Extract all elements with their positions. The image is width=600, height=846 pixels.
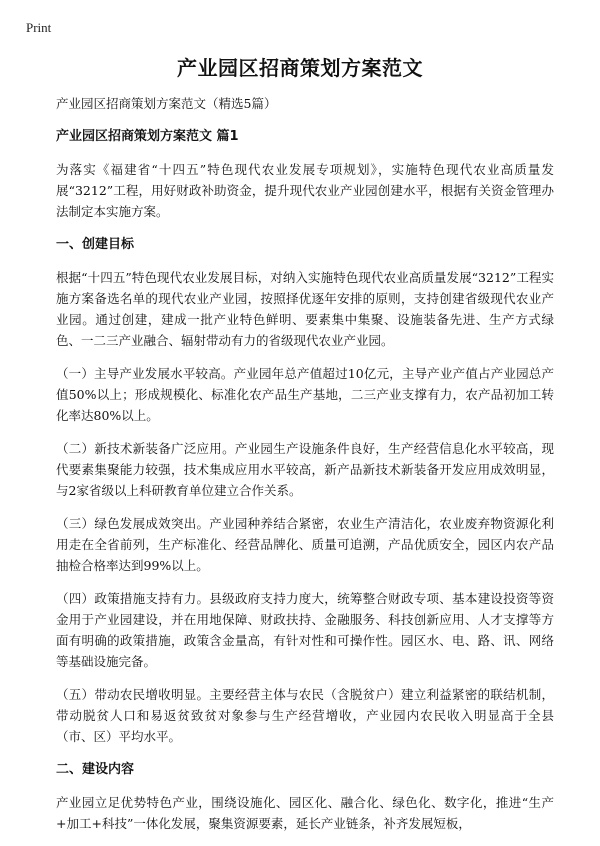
goal-item-2: （二）新技术新装备广泛应用。产业园生产设施条件良好，生产经营信息化水平较高，现代要素集聚能力较强，技术集成应用水平较高，新产品新技术新装备开发应用成效明显，与2家省级以上科研教育单位建立合作关系。 — [56, 441, 554, 498]
section-heading-goals: 一、创建目标 — [56, 237, 135, 252]
print-link[interactable]: Print — [26, 20, 52, 35]
section-heading-construction: 二、建设内容 — [56, 762, 135, 777]
page-title: 产业园区招商策划方案范文 — [177, 56, 423, 80]
article-heading: 产业园区招商策划方案范文 篇1 — [56, 129, 239, 144]
goal-item-5: （五）带动农民增收明显。主要经营主体与农民（含脱贫户）建立利益紧密的联结机制，带动脱贫人口和易返贫致贫对象参与生产经营增收，产业园内农民收入明显高于全县（市、区）平均水平。 — [56, 687, 554, 744]
goal-item-1: （一）主导产业发展水平较高。产业园年总产值超过10亿元，主导产业产值占产业园总产值50%以上；形成规模化、标准化农产品生产基地，二三产业支撑有力，农产品初加工转化率达80%以上。 — [56, 366, 554, 423]
document-body — [56, 93, 554, 846]
goal-item-4: （四）政策措施支持有力。县级政府支持力度大，统筹整合财政专项、基本建设投资等资金用于产业园建设，并在用地保障、财政扶持、金融服务、科技创新应用、人才支撑等方面有明确的政策措施，政策含金量高，有针对性和可操作性。园区水、电、路、讯、网络等基础设施完备。 — [56, 591, 554, 669]
construction-paragraph: 产业园立足优势特色产业，围绕设施化、园区化、融合化、绿色化、数字化，推进“生产+加工+科技”一体化发展，聚集资源要素，延长产业链条，补齐发展短板， — [56, 795, 554, 831]
intro-paragraph: 为落实《福建省“十四五”特色现代农业发展专项规划》，实施特色现代农业高质量发展“3212”工程，用好财政补助资金，提升现代农业产业园创建水平，根据有关资金管理办法制定本实施方案。 — [56, 162, 554, 219]
goal-item-3: （三）绿色发展成效突出。产业园种养结合紧密，农业生产清洁化，农业废弃物资源化利用走在全省前列，生产标准化、经营品牌化、质量可追溯，产品优质安全，园区内农产品抽检合格率达到99%以上。 — [56, 516, 554, 573]
goals-paragraph: 根据“十四五”特色现代农业发展目标，对纳入实施特色现代农业高质量发展“3212”工程实施方案备选名单的现代农业产业园，按照择优逐年安排的原则，支持创建省级现代农业产业园。通过创建，建成一批产业特色鲜明、要素集中集聚、设施装备先进、生产方式绿色、一二三产业融合、辐射带动有力的省级现代农业产业园。 — [56, 270, 554, 348]
document-subtitle: 产业园区招商策划方案范文（精选5篇） — [56, 96, 277, 111]
